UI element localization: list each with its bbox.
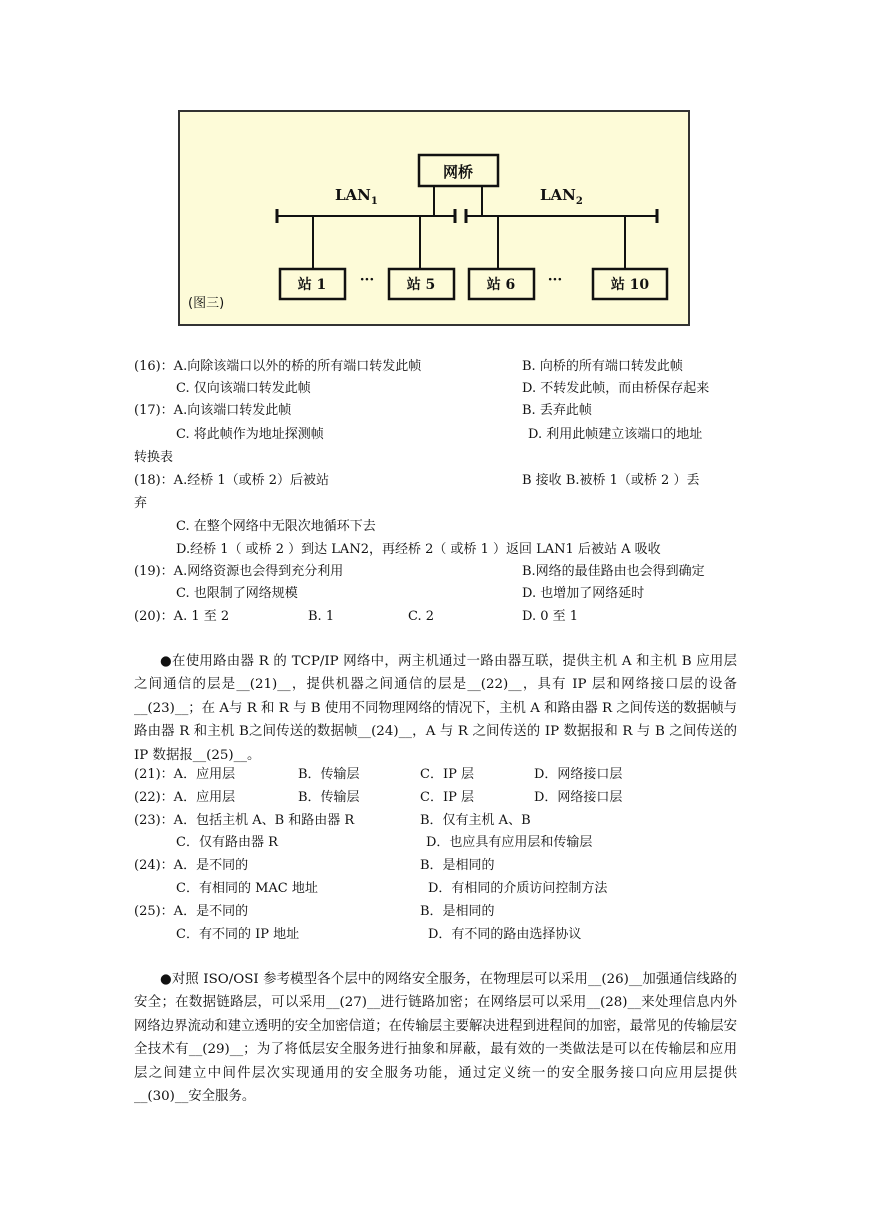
q17-option-c: C. 将此帧作为地址探测帧 xyxy=(176,427,324,442)
q17-option-b: B. 丢弃此帧 xyxy=(522,403,592,418)
question-stem-26-30: ●对照 ISO/OSI 参考模型各个层中的网络安全服务，在物理层可以采用__(26)__加强通信线路的安全；在数据链路层，可以采用__(27)__进行链路加密；在网络层可以采用__(28)__来处理信息内外网络边界流动和建立透明的安全加密信道；在传输层主要解决进程到进程间的加密，最常见的传输层安全技术有__(29)__；为了将低层安全服务进行抽象和屏蔽，最有效的一类做法是可以在传输层和应用层之间建立中间件层次实现通用的安全服务功能，通过定义统一的安全服务接口向应用层提供__(30)__安全服务。 xyxy=(134,972,737,1105)
q16-option-b: B. 向桥的所有端口转发此帧 xyxy=(522,359,683,374)
q21-option-a: (21)：A．应用层 xyxy=(134,767,236,782)
q23-option-d: D．也应具有应用层和传输层 xyxy=(426,835,593,850)
ellipsis-left: ··· xyxy=(359,272,375,288)
q17-option-d: D. 利用此帧建立该端口的地址 xyxy=(528,427,703,442)
q16-option-c: C. 仅向该端口转发此帧 xyxy=(176,381,311,396)
q17-option-d-continued: 转换表 xyxy=(134,450,174,465)
q18-option-b: B 接收 B.被桥 1（或桥 2 ）丢 xyxy=(522,473,700,488)
q18-option-b-continued: 弃 xyxy=(134,496,148,511)
q20-option-c: C. 2 xyxy=(408,609,435,624)
q21-option-d: D．网络接口层 xyxy=(534,767,623,782)
diagram-canvas xyxy=(180,112,692,328)
q16-option-a: (16)：A.向除该端口以外的桥的所有端口转发此帧 xyxy=(134,359,422,374)
station5-label: 站 5 xyxy=(406,277,436,293)
lan2-label: $LAN_2$ xyxy=(540,186,583,207)
q17-option-a: (17)：A.向该端口转发此帧 xyxy=(134,403,292,418)
q25-option-d: D．有不同的路由选择协议 xyxy=(428,927,582,942)
q25-option-c: C．有不同的 IP 地址 xyxy=(176,927,300,942)
q22-option-d: D．网络接口层 xyxy=(534,790,623,805)
q21-option-b: B．传输层 xyxy=(298,767,360,782)
q22-option-a: (22)：A．应用层 xyxy=(134,790,236,805)
q19-option-b: B.网络的最佳路由也会得到确定 xyxy=(522,564,705,579)
q16-option-d: D. 不转发此帧，而由桥保存起来 xyxy=(522,381,710,396)
lan1-label: $LAN_1$ xyxy=(335,186,378,207)
q23-option-a: (23)：A．包括主机 A、B 和路由器 R xyxy=(134,813,355,828)
q18-option-c: C. 在整个网络中无限次地循环下去 xyxy=(176,519,376,534)
bridge-label: 网桥 xyxy=(442,163,474,181)
q20-option-d: D. 0 至 1 xyxy=(522,609,579,624)
q24-option-d: D．有相同的介质访问控制方法 xyxy=(428,881,608,896)
q18-option-d: D.经桥 1（ 或桥 2 ）到达 LAN2，再经桥 2（ 或桥 1 ）返回 LAN1 后被站 A 吸收 xyxy=(176,542,661,557)
station10-label: 站 10 xyxy=(610,277,650,293)
q19-option-a: (19)：A.网络资源也会得到充分利用 xyxy=(134,564,344,579)
q19-option-c: C. 也限制了网络规模 xyxy=(176,586,298,601)
q24-option-b: B．是相同的 xyxy=(420,858,495,873)
q24-option-a: (24)：A．是不同的 xyxy=(134,858,249,873)
q25-option-a: (25)：A．是不同的 xyxy=(134,904,249,919)
question-stem-21-25: ●在使用路由器 R 的 TCP/IP 网络中，两主机通过一路由器互联，提供主机 A 和主机 B 应用层之间通信的层是__(21)__，提供机器之间通信的层是__(22)__，具有 IP 层和网络接口层的设备__(23)__；在 A与 R 和 R 与 B 使用不同物理网络的情况下，主机 A 和路由器 R 之间传送的数据帧与路由器 R 和主机 B之间传送的数据帧__(24)__，A 与 R 之间传送的 IP 数据报和 R 与 B 之间传送的 IP 数据报__(25)__。 xyxy=(134,654,737,763)
q18-option-a: (18)：A.经桥 1（或桥 2）后被站 xyxy=(134,473,330,488)
q22-option-b: B．传输层 xyxy=(298,790,360,805)
figure-caption: (图三) xyxy=(188,296,225,311)
station1-label: 站 1 xyxy=(297,277,327,293)
q20-option-a: (20)：A. 1 至 2 xyxy=(134,609,230,624)
q19-option-d: D. 也增加了网络延时 xyxy=(522,586,645,601)
q20-option-b: B. 1 xyxy=(308,609,335,624)
station6-label: 站 6 xyxy=(486,277,516,293)
q25-option-b: B．是相同的 xyxy=(420,904,495,919)
network-bridge-diagram xyxy=(178,110,690,326)
q24-option-c: C．有相同的 MAC 地址 xyxy=(176,881,318,896)
q22-option-c: C．IP 层 xyxy=(420,790,474,805)
ellipsis-right: ··· xyxy=(547,272,563,288)
q23-option-c: C．仅有路由器 R xyxy=(176,835,278,850)
q23-option-b: B．仅有主机 A、B xyxy=(420,813,531,828)
q21-option-c: C．IP 层 xyxy=(420,767,474,782)
